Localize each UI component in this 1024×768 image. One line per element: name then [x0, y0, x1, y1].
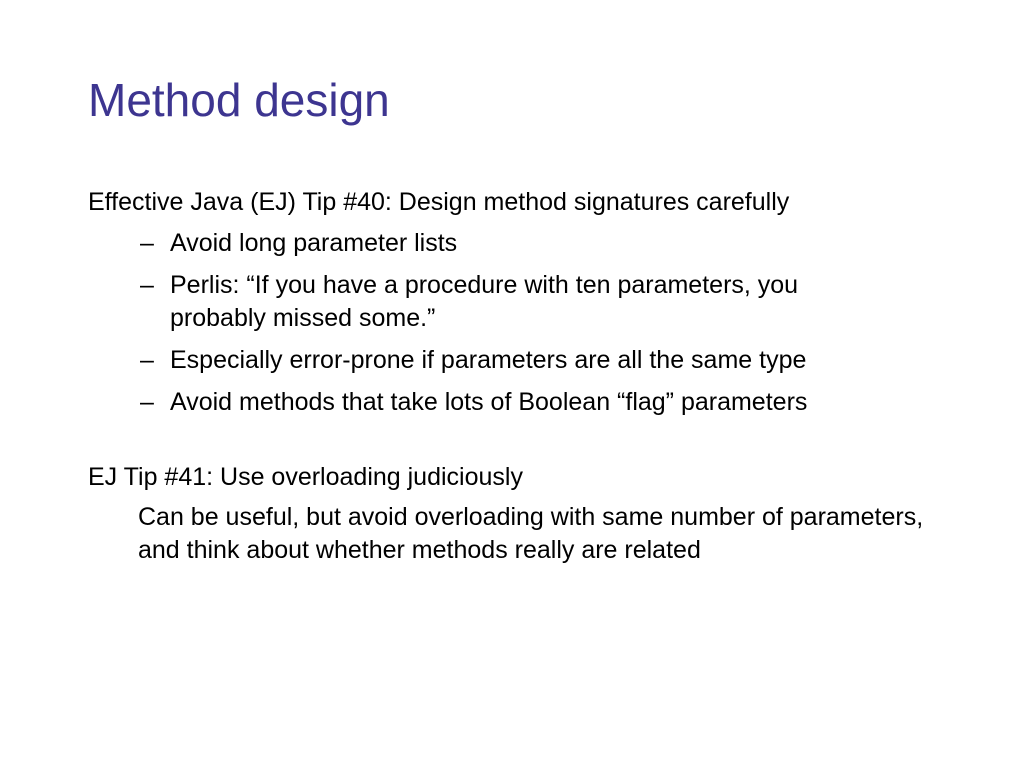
bullet-dash: –	[140, 229, 154, 257]
slide-title: Method design	[88, 74, 390, 126]
bullet-text: Especially error-prone if parameters are all the same type	[170, 346, 807, 374]
list-item	[88, 269, 890, 335]
tip40-bullet-list	[88, 227, 988, 419]
bullet-dash: –	[140, 388, 154, 416]
tip41-body: Can be useful, but avoid overloading with same number of parameters, and think about whether methods really are related	[138, 503, 924, 564]
tip41-heading: EJ Tip #41: Use overloading judiciously	[88, 463, 523, 491]
spacer	[88, 419, 988, 461]
list-item	[88, 344, 988, 377]
bullet-dash: –	[140, 346, 154, 374]
bullet-text: Perlis: “If you have a procedure with ten parameters, you probably missed some.”	[170, 271, 799, 332]
slide-body	[88, 186, 988, 567]
bullet-text: Avoid long parameter lists	[170, 229, 458, 257]
list-item	[88, 227, 988, 260]
tip40-heading: Effective Java (EJ) Tip #40: Design method signatures carefully	[88, 188, 790, 216]
bullet-text: Avoid methods that take lots of Boolean “flag” parameters	[170, 388, 808, 416]
bullet-dash: –	[140, 271, 154, 299]
list-item	[88, 386, 988, 419]
